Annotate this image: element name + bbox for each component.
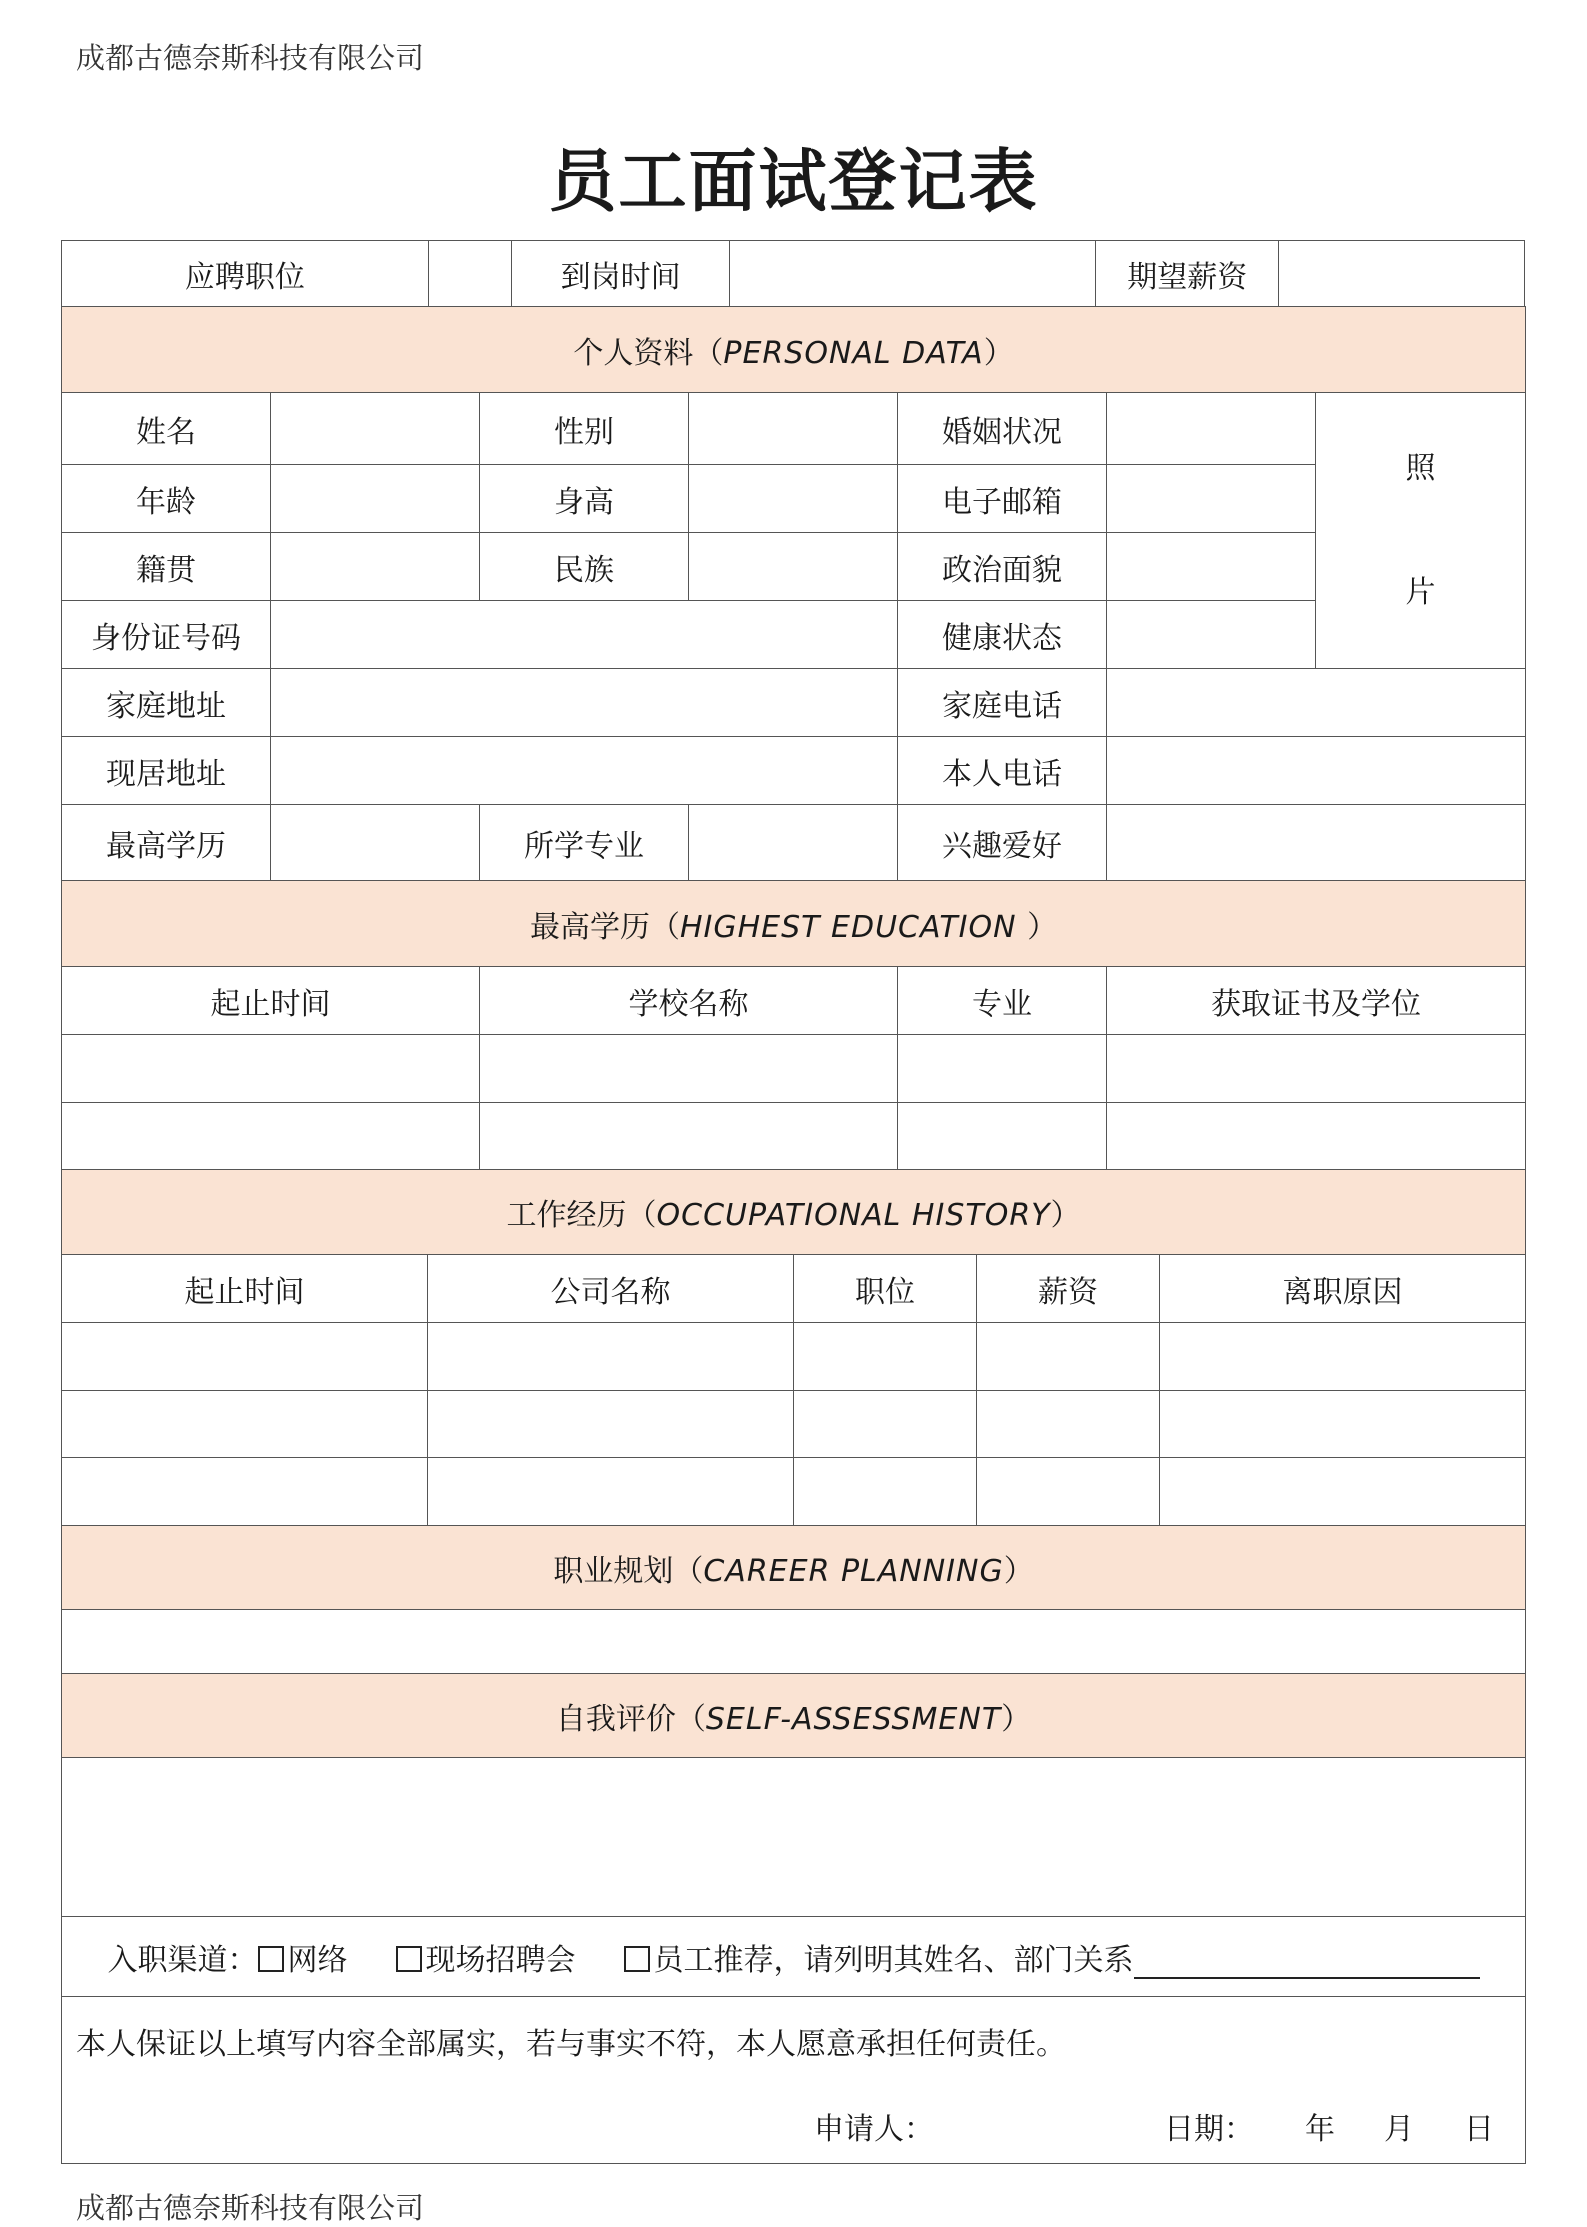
col-edu-school: 学校名称 <box>480 967 898 1035</box>
input-height[interactable] <box>689 465 898 533</box>
label-age: 年龄 <box>62 465 271 533</box>
work-row <box>62 1458 1526 1526</box>
section-work-cn: 工作经历（ <box>506 1198 657 1233</box>
date-year-label: 年 <box>1305 2112 1335 2147</box>
input-health[interactable] <box>1107 601 1316 669</box>
header-company-name: 成都古德奈斯科技有限公司 <box>76 41 425 75</box>
edu-cell-period[interactable] <box>62 1035 480 1103</box>
channel-option-referral: 员工推荐，请列明其姓名、部门关系 <box>653 1942 1134 1978</box>
edu-row <box>62 1103 1526 1171</box>
section-self-cn: 自我评价（ <box>555 1701 706 1737</box>
declaration-box <box>62 1997 1526 2164</box>
work-cell-period[interactable] <box>62 1391 428 1458</box>
label-arrival: 到岗时间 <box>511 241 729 307</box>
input-home-address[interactable] <box>271 669 898 737</box>
col-edu-major: 专业 <box>898 967 1107 1035</box>
input-home-phone[interactable] <box>1107 669 1526 737</box>
input-marital[interactable] <box>1107 393 1316 465</box>
label-home-phone: 家庭电话 <box>898 669 1107 737</box>
section-self <box>62 1674 1526 1758</box>
work-cell-position[interactable] <box>794 1323 977 1391</box>
interview-form-table <box>61 240 1525 307</box>
section-personal-en: PERSONAL DATA <box>723 335 984 371</box>
input-own-phone[interactable] <box>1107 737 1526 805</box>
section-work-en: OCCUPATIONAL HISTORY <box>656 1198 1051 1233</box>
input-ethnicity[interactable] <box>689 533 898 601</box>
label-native: 籍贯 <box>62 533 271 601</box>
work-cell-salary[interactable] <box>977 1391 1160 1458</box>
label-ethnicity: 民族 <box>480 533 689 601</box>
section-career-cn: 职业规划（ <box>553 1553 704 1589</box>
section-career <box>62 1526 1526 1610</box>
label-id-number: 身份证号码 <box>62 601 271 669</box>
input-career-planning[interactable] <box>62 1610 1526 1674</box>
label-education: 最高学历 <box>62 805 271 881</box>
edu-cell-school[interactable] <box>480 1035 898 1103</box>
input-major[interactable] <box>689 805 898 881</box>
section-education-en: HIGHEST EDUCATION <box>679 909 1028 945</box>
footer-company-name: 成都古德奈斯科技有限公司 <box>76 2191 425 2225</box>
input-name[interactable] <box>271 393 480 465</box>
col-edu-period: 起止时间 <box>62 967 480 1035</box>
label-current-address: 现居地址 <box>62 737 271 805</box>
input-salary[interactable] <box>1279 241 1525 307</box>
checkbox-referral[interactable] <box>624 1946 650 1972</box>
section-self-en: SELF-ASSESSMENT <box>705 1701 1002 1737</box>
input-current-address[interactable] <box>271 737 898 805</box>
input-political[interactable] <box>1107 533 1316 601</box>
label-hobby: 兴趣爱好 <box>898 805 1107 881</box>
photo-box[interactable] <box>1316 393 1526 669</box>
work-table <box>61 1169 1526 2164</box>
section-education-cn: 最高学历（ <box>529 909 680 945</box>
work-cell-company[interactable] <box>428 1391 794 1458</box>
channel-option-fair: 现场招聘会 <box>425 1942 576 1978</box>
section-education <box>62 881 1526 967</box>
input-education[interactable] <box>271 805 480 881</box>
input-native[interactable] <box>271 533 480 601</box>
section-education-end: ） <box>1027 909 1058 945</box>
work-row <box>62 1391 1526 1458</box>
applicant-label: 申请人： <box>814 2112 934 2147</box>
declaration-text: 本人保证以上填写内容全部属实，若与事实不符，本人愿意承担任何责任。 <box>76 2027 1066 2062</box>
form-title: 员工面试登记表 <box>548 143 1039 222</box>
section-self-end: ） <box>1001 1701 1032 1737</box>
section-personal-cn: 个人资料（ <box>573 335 724 371</box>
photo-label-2: 片 <box>1405 574 1436 610</box>
referral-fill-line[interactable] <box>1134 1949 1480 1979</box>
channel-option-network: 网络 <box>287 1942 348 1978</box>
col-work-company: 公司名称 <box>428 1255 794 1323</box>
label-height: 身高 <box>480 465 689 533</box>
channel-label: 入职渠道： <box>107 1942 258 1978</box>
col-work-position: 职位 <box>794 1255 977 1323</box>
date-month-label: 月 <box>1384 2112 1414 2147</box>
checkbox-fair[interactable] <box>396 1946 422 1972</box>
label-major: 所学专业 <box>480 805 689 881</box>
input-hobby[interactable] <box>1107 805 1526 881</box>
col-edu-cert: 获取证书及学位 <box>1107 967 1526 1035</box>
section-personal <box>62 307 1526 393</box>
edu-row <box>62 1035 1526 1103</box>
work-cell-reason[interactable] <box>1160 1458 1526 1526</box>
edu-cell-school[interactable] <box>480 1103 898 1171</box>
work-cell-position[interactable] <box>794 1458 977 1526</box>
section-career-en: CAREER PLANNING <box>703 1553 1004 1589</box>
input-gender[interactable] <box>689 393 898 465</box>
edu-cell-major[interactable] <box>898 1035 1107 1103</box>
input-self-assessment[interactable] <box>62 1758 1526 1917</box>
label-position: 应聘职位 <box>62 241 429 307</box>
work-cell-period[interactable] <box>62 1323 428 1391</box>
date-label: 日期： <box>1164 2112 1254 2147</box>
input-email[interactable] <box>1107 465 1316 533</box>
section-personal-end: ） <box>983 335 1014 371</box>
edu-cell-cert[interactable] <box>1107 1035 1526 1103</box>
col-work-reason: 离职原因 <box>1160 1255 1526 1323</box>
col-work-period: 起止时间 <box>62 1255 428 1323</box>
personal-table <box>61 306 1526 1171</box>
work-cell-position[interactable] <box>794 1391 977 1458</box>
channel-row <box>62 1917 1526 1997</box>
work-cell-salary[interactable] <box>977 1458 1160 1526</box>
edu-cell-period[interactable] <box>62 1103 480 1171</box>
work-cell-company[interactable] <box>428 1458 794 1526</box>
label-health: 健康状态 <box>898 601 1107 669</box>
work-cell-reason[interactable] <box>1160 1391 1526 1458</box>
label-name: 姓名 <box>62 393 271 465</box>
photo-label-1: 照 <box>1405 450 1436 486</box>
section-career-end: ） <box>1003 1553 1034 1589</box>
input-id-number[interactable] <box>271 601 898 669</box>
work-cell-company[interactable] <box>428 1323 794 1391</box>
work-row <box>62 1323 1526 1391</box>
work-cell-period[interactable] <box>62 1458 428 1526</box>
edu-cell-major[interactable] <box>898 1103 1107 1171</box>
date-day-label: 日 <box>1464 2112 1494 2147</box>
section-work <box>62 1170 1526 1255</box>
label-marital: 婚姻状况 <box>898 393 1107 465</box>
label-email: 电子邮箱 <box>898 465 1107 533</box>
label-salary: 期望薪资 <box>1096 241 1279 307</box>
col-work-salary: 薪资 <box>977 1255 1160 1323</box>
label-home-address: 家庭地址 <box>62 669 271 737</box>
input-position[interactable] <box>428 241 511 307</box>
label-gender: 性别 <box>480 393 689 465</box>
work-cell-reason[interactable] <box>1160 1323 1526 1391</box>
work-cell-salary[interactable] <box>977 1323 1160 1391</box>
section-work-end: ） <box>1050 1198 1081 1233</box>
checkbox-network[interactable] <box>258 1946 284 1972</box>
input-arrival[interactable] <box>730 241 1096 307</box>
input-age[interactable] <box>271 465 480 533</box>
label-political: 政治面貌 <box>898 533 1107 601</box>
edu-cell-cert[interactable] <box>1107 1103 1526 1171</box>
label-own-phone: 本人电话 <box>898 737 1107 805</box>
